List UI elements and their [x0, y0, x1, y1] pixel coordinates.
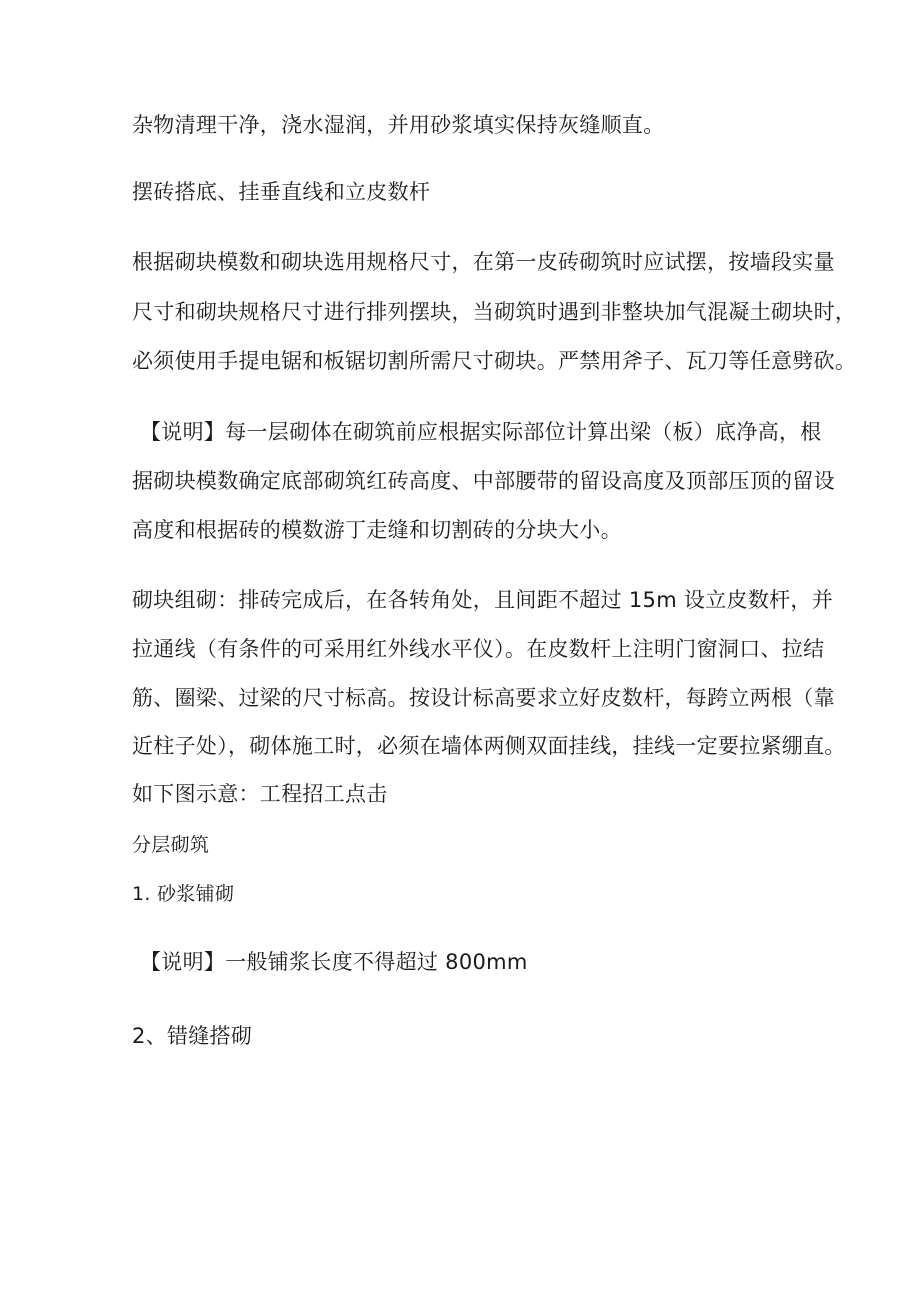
paragraph-line: 筋、圈梁、过梁的尺寸标高。按设计标高要求立好皮数杆，每跨立两根（靠 [132, 686, 835, 710]
note-line: 据砌块模数确定底部砌筑红砖高度、中部腰带的留设高度及顶部压顶的留设 [132, 469, 835, 493]
paragraph-line: 拉通线（有条件的可采用红外线水平仪）。在皮数杆上注明门窗洞口、拉结 [132, 637, 825, 661]
paragraph-line: 砌块组砌：排砖完成后，在各转角处，且间距不超过 15m 设立皮数杆，并 [132, 588, 834, 612]
note-line: 高度和根据砖的模数游丁走缝和切割砖的分块大小。 [132, 518, 622, 542]
section-heading: 分层砌筑 [132, 834, 210, 856]
list-item: 2、错缝搭砌 [132, 1024, 253, 1048]
paragraph-line: 根据砌块模数和砌块选用规格尺寸，在第一皮砖砌筑时应试摆，按墙段实量 [132, 250, 835, 274]
paragraph-line: 尺寸和砌块规格尺寸进行排列摆块，当砌筑时遇到非整块加气混凝土砌块时， [132, 300, 857, 324]
paragraph-line: 如下图示意：工程招工点击 [132, 782, 388, 806]
paragraph-line: 近柱子处），砌体施工时，必须在墙体两侧双面挂线，挂线一定要拉紧绷直。 [132, 734, 846, 758]
paragraph-line: 杂物清理干净，浇水湿润，并用砂浆填实保持灰缝顺直。 [132, 113, 665, 137]
note-line: 【说明】一般铺浆长度不得超过 800mm [140, 950, 528, 974]
note-line: 【说明】每一层砌体在砌筑前应根据实际部位计算出梁（板）底净高，根 [140, 420, 822, 444]
paragraph-line: 必须使用手提电锯和板锯切割所需尺寸砌块。严禁用斧子、瓦刀等任意劈砍。 [132, 349, 857, 373]
section-heading: 摆砖搭底、挂垂直线和立皮数杆 [132, 180, 431, 204]
list-item: 1. 砂浆铺砌 [132, 883, 235, 905]
